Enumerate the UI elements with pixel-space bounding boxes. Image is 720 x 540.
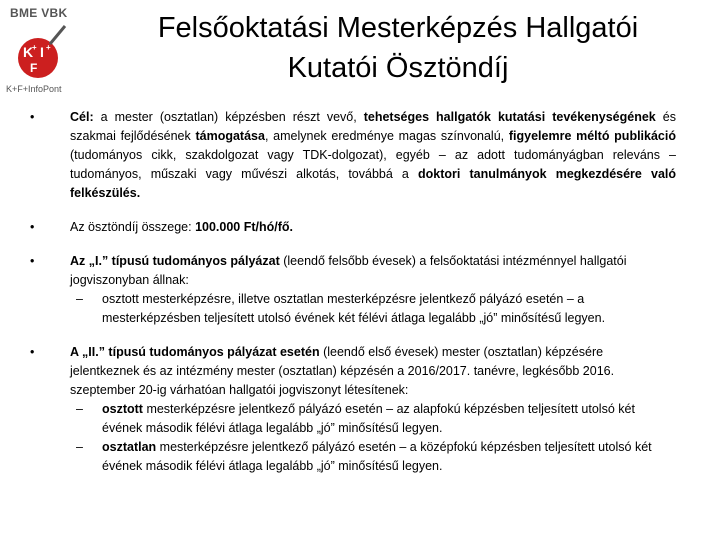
text-run: és szakmai fejlődésének: [70, 110, 676, 143]
list-item-text: [70, 218, 676, 237]
bullet-list: [28, 108, 676, 491]
list-item: [28, 343, 676, 476]
logo: [6, 6, 78, 94]
bold-text: Az „I.” típusú tudományos pályázat: [70, 254, 280, 268]
text-run: (leendő felsőbb évesek) a felsőoktatási intézménnyel hallgatói jogviszonyban állnak:: [70, 254, 627, 287]
bold-text: tehetséges hallgatók kutatási tevékenységének: [363, 110, 656, 124]
bold-text: osztott: [102, 402, 143, 416]
logo-mark-icon: [10, 22, 70, 84]
dash-icon: –: [76, 440, 83, 454]
bullet-icon: •: [30, 220, 35, 234]
dash-icon: –: [76, 292, 83, 306]
list-item: [28, 108, 676, 203]
sub-list-item: [70, 400, 676, 438]
bold-text: osztatlan: [102, 440, 157, 454]
logo-top-text: BME VBK: [10, 6, 68, 20]
text-run: (leendő első évesek) mester (osztatlan) képzésére jelentkeznek és az intézmény mester (osztatlan) képzésén a 2016/2017. tanévre, legkésőbb 2016. szeptember 20-ig várhatóan hallgatói jogviszonyt létesítenek:: [70, 345, 615, 397]
dash-icon: –: [76, 402, 83, 416]
text-run: a mester (osztatlan) képzésben részt vevő,: [93, 110, 364, 124]
text-run: , amelynek eredménye magas színvonalú,: [264, 129, 509, 143]
bullet-icon: •: [30, 110, 35, 124]
page-title: [88, 8, 708, 88]
title-line-1: Felsőoktatási Mesterképzés Hallgatói: [157, 12, 639, 44]
logo-bottom-text: K+F+InfoPont: [6, 84, 62, 94]
sub-list-item: [70, 290, 676, 328]
bold-text: 100.000 Ft/hó/fő.: [195, 220, 294, 234]
list-item-text: [70, 343, 676, 400]
list-item: [28, 252, 676, 328]
text-run: mesterképzésre jelentkező pályázó esetén – a középfokú képzésben teljesített utolsó két évének második félévi átlaga legalább „jó” minősítésű legyen.: [102, 440, 652, 473]
list-item-text: [70, 108, 676, 203]
bold-text: figyelemre méltó publikáció: [508, 129, 676, 143]
text-run: Az ösztöndíj összege:: [70, 220, 196, 234]
bold-text: A „II.” típusú tudományos pályázat esetén: [70, 345, 320, 359]
sub-list-item: [70, 438, 676, 476]
bullet-icon: •: [30, 345, 35, 359]
list-item-text: [70, 252, 676, 290]
logo-mark-f: F: [30, 61, 38, 75]
bold-text: támogatása: [195, 129, 265, 143]
logo-mark-plus2: +: [46, 43, 51, 52]
list-item: [28, 218, 676, 237]
bold-text: doktori tanulmányok megkezdésére való felkészülés.: [70, 167, 677, 200]
text-run: osztott mesterképzésre, illetve osztatlan mesterképzésre jelentkező pályázó esetén – a mesterképzésben teljesített utolsó évének két félévi átlaga legalább „jó” minősítésű legyen.: [102, 292, 606, 325]
bullet-icon: •: [30, 254, 35, 268]
title-line-2: Kutatói Ösztöndíj: [287, 52, 509, 84]
logo-mark-i: I: [40, 44, 44, 60]
bold-text: Cél:: [70, 110, 94, 124]
logo-mark-k: K: [23, 44, 34, 60]
logo-mark-plus1: +: [32, 43, 37, 52]
text-run: (tudományos cikk, szakdolgozat vagy TDK-dolgozat), egyéb – az adott tudományágban releváns – tudományos, műszaki vagy művészi alkotás, továbbá a: [70, 148, 676, 181]
text-run: mesterképzésre jelentkező pályázó esetén – az alapfokú képzésben teljesített utolsó két évének második félévi átlaga legalább „jó” minősítésű legyen.: [102, 402, 635, 435]
